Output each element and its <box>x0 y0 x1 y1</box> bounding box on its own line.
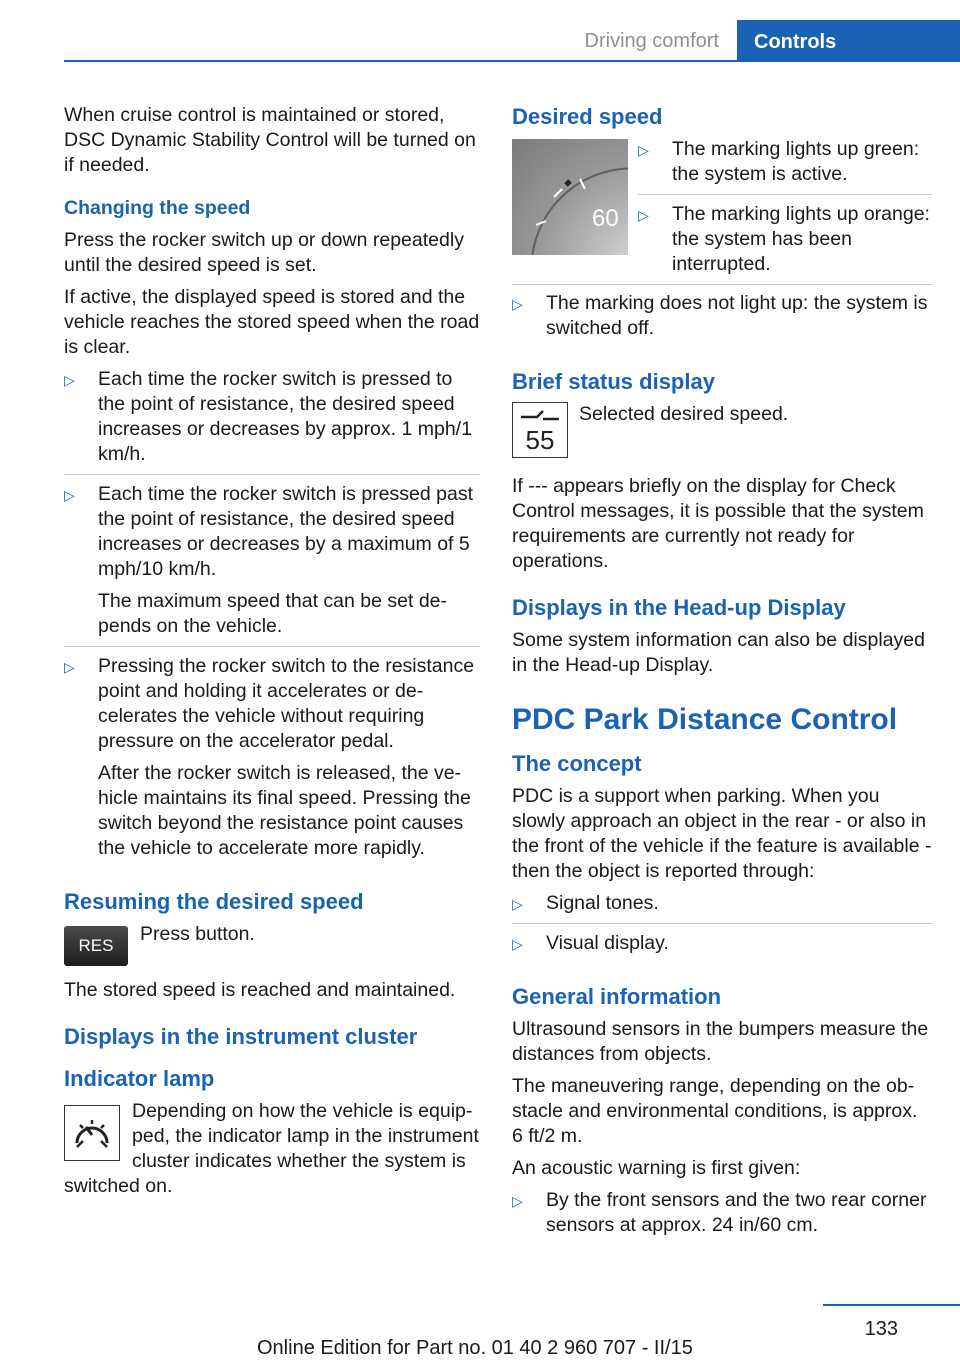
list-item-text: Each time the rocker switch is pressed to the point of resistance, the desired speed increases or decreases by approx. 1 mph/1 km/h. <box>98 368 472 465</box>
desired-speed-list-below <box>512 291 932 348</box>
icon-number: 55 <box>525 425 555 455</box>
footer-rule <box>823 1304 960 1306</box>
list-item-text: The marking lights up orange: the system has been interrupted. <box>672 203 930 275</box>
header-chapter-tab: Controls <box>737 20 960 62</box>
header-section-title: Driving comfort <box>584 30 719 52</box>
resuming-row <box>64 922 480 970</box>
indicator-lamp-row <box>64 1099 480 1199</box>
triangle-right-icon: ▷ <box>512 936 523 952</box>
list-item-text: Pressing the rocker switch to the resistance point and holding it accelerates or decelerates the vehicle without requiring pressure on the accelerator pedal. <box>98 655 475 752</box>
list-item <box>638 202 932 284</box>
page-header <box>0 0 960 62</box>
list-item-text: By the front sensors and the two rear corner sensors at approx. 24 in/60 cm. <box>546 1189 927 1236</box>
desired-speed-list <box>638 137 932 284</box>
hud-paragraph: Some system information can also be displayed in the Head-up Display. <box>512 629 925 676</box>
cruise-control-speedometer-icon <box>64 1105 120 1161</box>
triangle-right-icon: ▷ <box>512 1193 523 1209</box>
concept-heading: The concept <box>512 751 642 776</box>
general-info-p3: An acoustic warning is first given: <box>512 1157 801 1179</box>
list-item <box>512 891 932 924</box>
list-item <box>512 931 932 963</box>
brief-status-paragraph: If --- appears briefly on the display for Check Control messages, it is possible that the system requirements are currently not ready for operations. <box>512 475 924 572</box>
list-item-text: Each time the rocker switch is pressed past the point of resistance, the desired speed increases or decreases by a maximum of 5 mph/10 km/h. <box>98 483 473 580</box>
changing-speed-p1: Press the rocker switch up or down repeatedly until the desired speed is set. <box>64 229 464 276</box>
edition-footer: Online Edition for Part no. 01 40 2 960 707 - II/15 <box>257 1337 693 1359</box>
list-item <box>64 482 480 647</box>
resuming-after: The stored speed is reached and maintained. <box>64 979 456 1001</box>
list-item <box>638 137 932 195</box>
changing-speed-p2: If active, the displayed speed is stored and the vehicle reaches the stored speed when the road is clear. <box>64 286 480 358</box>
intro-paragraph: When cruise control is maintained or stored, DSC Dynamic Stability Control will be turned on if needed. <box>64 104 476 176</box>
desired-speed-heading: Desired speed <box>512 104 663 129</box>
brief-status-heading: Brief status display <box>512 369 715 394</box>
list-item <box>64 367 480 475</box>
displays-cluster-heading: Displays in the instrument cluster <box>64 1024 418 1049</box>
general-info-p1: Ultrasound sensors in the bumpers measure the distances from objects. <box>512 1018 929 1065</box>
res-button-icon: RES <box>64 926 128 966</box>
brief-status-row <box>512 402 932 466</box>
triangle-right-icon: ▷ <box>512 296 523 312</box>
list-item-text: The marking lights up green: the system is active. <box>672 138 920 185</box>
desired-speed-row <box>512 137 932 284</box>
indicator-lamp-heading: Indicator lamp <box>64 1066 215 1091</box>
right-column <box>512 103 932 1252</box>
triangle-right-icon: ▷ <box>638 207 649 223</box>
list-item-text: The marking does not light up: the system is switched off. <box>546 292 928 339</box>
speedometer-gauge-image <box>512 139 628 255</box>
list-item-subtext: After the rocker switch is released, the vehicle maintains its final speed. Pressing the switch beyond the resistance point causes the vehicle to accelerate more rapidly. <box>98 762 471 859</box>
left-column <box>64 103 480 1206</box>
page-number: 133 <box>864 1318 898 1340</box>
changing-speed-heading: Changing the speed <box>64 197 251 219</box>
concept-paragraph: PDC is a support when parking. When you slowly approach an object in the rear - or also in the front of the vehicle if the feature is available - then the object is reported through: <box>512 785 932 882</box>
list-item-text: Signal tones. <box>546 892 659 914</box>
gauge-number: 60 <box>592 205 619 232</box>
general-info-p2: The maneuvering range, depending on the obstacle and environmental conditions, is approx. 6 ft/2 m. <box>512 1075 918 1147</box>
triangle-right-icon: ▷ <box>64 659 75 675</box>
brief-status-text: Selected desired speed. <box>579 403 789 425</box>
general-info-heading: General information <box>512 984 722 1009</box>
resuming-heading: Resuming the desired speed <box>64 889 364 914</box>
desired-speed-below <box>512 284 932 348</box>
concept-list <box>512 891 932 963</box>
triangle-right-icon: ▷ <box>638 142 649 158</box>
changing-speed-list <box>64 367 480 868</box>
desired-speed-55-icon <box>512 402 568 458</box>
triangle-right-icon: ▷ <box>64 372 75 388</box>
list-item <box>512 1188 932 1245</box>
triangle-right-icon: ▷ <box>64 487 75 503</box>
hud-heading: Displays in the Head-up Display <box>512 595 846 620</box>
list-item-subtext: The maximum speed that can be set depends on the vehicle. <box>98 590 448 637</box>
pdc-title: PDC Park Distance Control <box>512 703 898 736</box>
general-info-list <box>512 1188 932 1245</box>
resuming-text: Press button. <box>140 923 255 945</box>
list-item <box>512 291 932 348</box>
triangle-right-icon: ▷ <box>512 896 523 912</box>
indicator-lamp-text: Depending on how the vehicle is equipped, the indicator lamp in the instrument cluster indicates whether the system is switched on. <box>64 1100 479 1197</box>
list-item <box>64 654 480 868</box>
list-item-text: Visual display. <box>546 932 669 954</box>
